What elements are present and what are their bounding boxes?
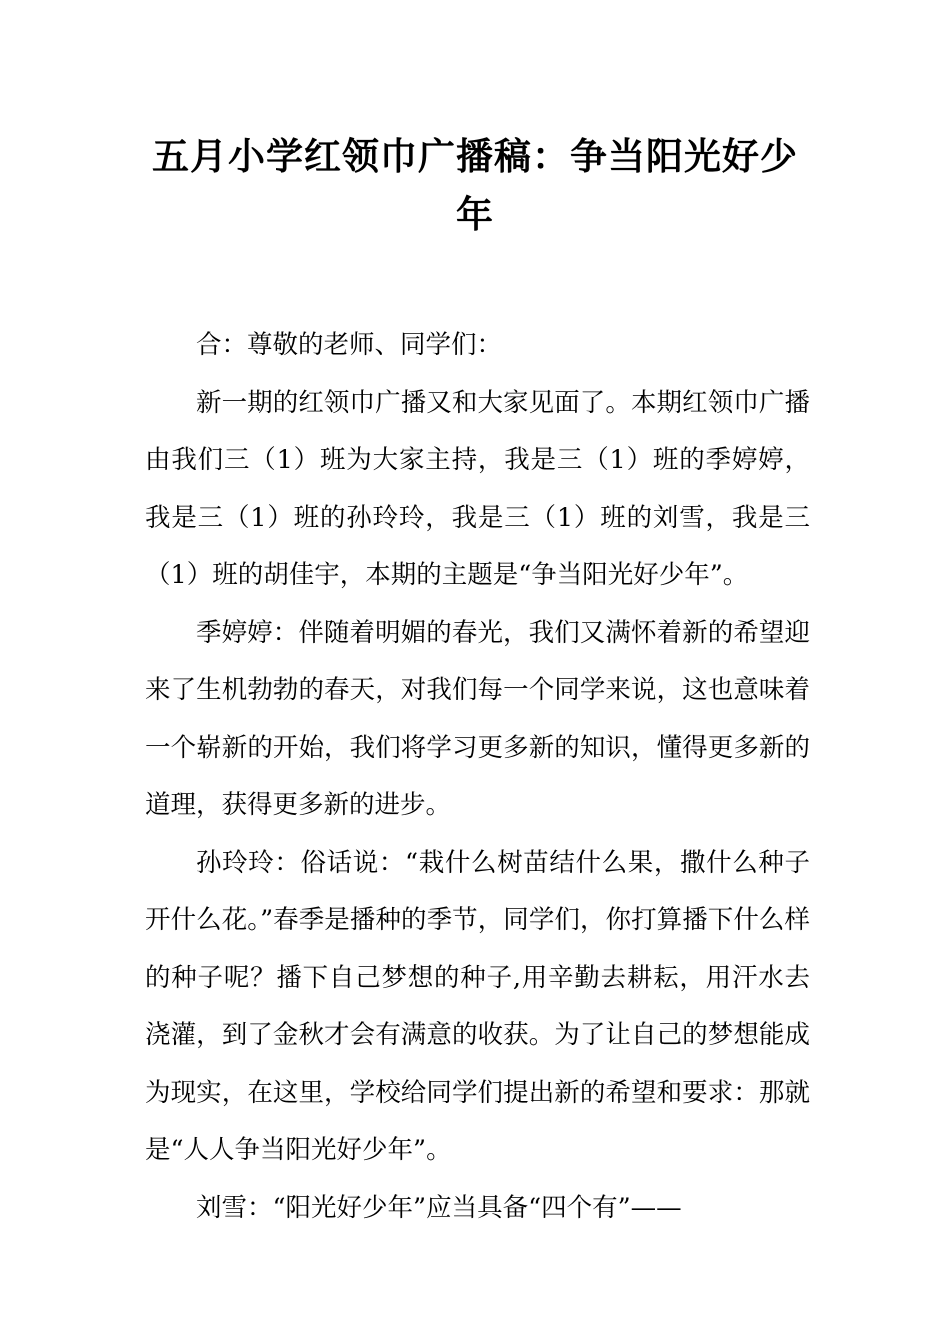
document-title: 五月小学红领巾广播稿：争当阳光好少年 xyxy=(152,135,798,236)
paragraph-liu-xue: 刘雪：“阳光好少年”应当具备“四个有”—— xyxy=(196,1192,682,1223)
paragraph-introduction: 新一期的红领巾广播又和大家见面了。本期红领巾广播由我们三（1）班为大家主持，我是三（1）班的季婷婷，我是三（1）班的孙玲玲，我是三（1）班的刘雪，我是三（1）班的胡佳宇，本期的主题是“争当阳光好少年”。 xyxy=(145,387,810,590)
paragraph-ji-tingting: 季婷婷：伴随着明媚的春光，我们又满怀着新的希望迎来了生机勃勃的春天，对我们每一个同学来说，这也意味着一个崭新的开始，我们将学习更多新的知识，懂得更多新的道理，获得更多新的进步。 xyxy=(145,617,810,820)
document-body xyxy=(145,317,810,1237)
paragraph-sun-lingling: 孙玲玲：俗话说：“栽什么树苗结什么果，撒什么种子开什么花。”春季是播种的季节，同学们，你打算播下什么样的种子呢？播下自己梦想的种子,用辛勤去耕耘，用汗水去浇灌，到了金秋才会有满意的收获。为了让自己的梦想能成为现实，在这里，学校给同学们提出新的希望和要求：那就是“人人争当阳光好少年”。 xyxy=(145,847,810,1165)
paragraph-greeting: 合：尊敬的老师、同学们： xyxy=(196,330,503,360)
